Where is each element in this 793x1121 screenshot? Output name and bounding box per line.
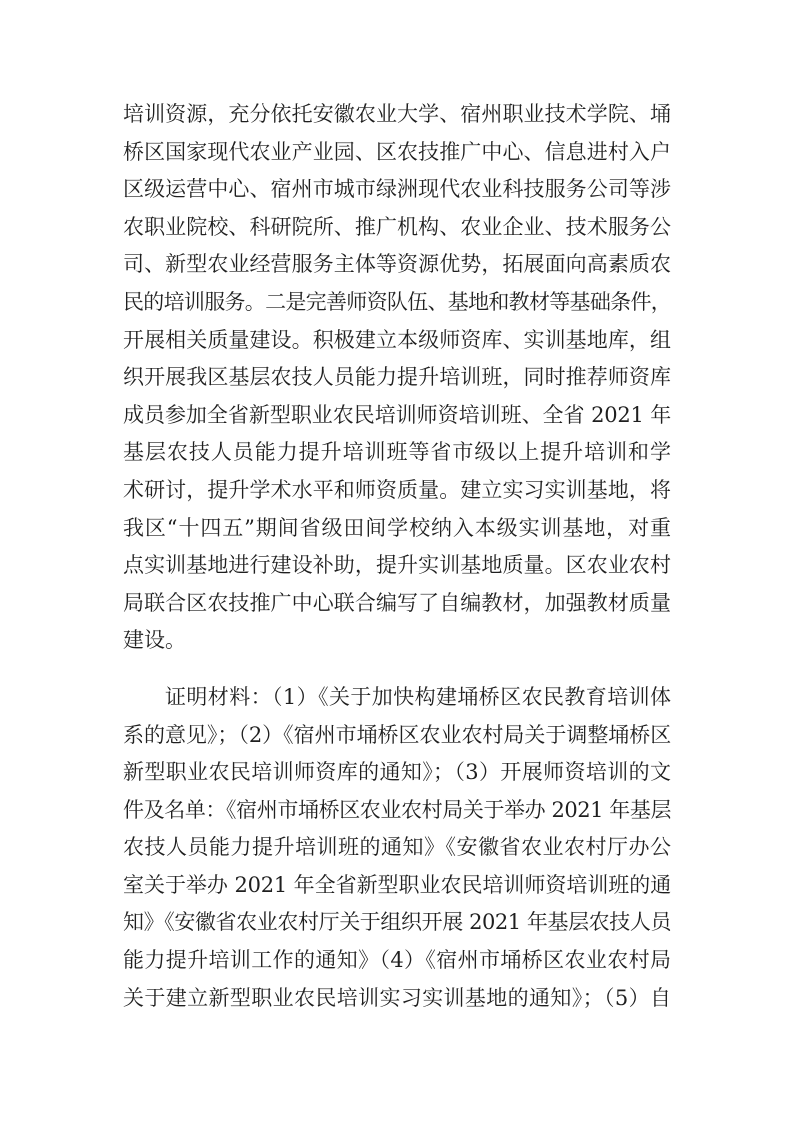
text-line: 知》《安徽省农业农村厅关于组织开展 2021 年基层农技人员 <box>123 910 671 935</box>
text-line: 织开展我区基层农技人员能力提升培训班，同时推荐师资库 <box>123 365 671 390</box>
text-line: 农技人员能力提升培训班的通知》《安徽省农业农村厅办公 <box>123 835 671 860</box>
paragraph-2 <box>123 679 671 1017</box>
text-line: 司、新型农业经营服务主体等资源优势，拓展面向高素质农 <box>123 252 671 277</box>
text-line: 能力提升培训工作的通知》（4）《宿州市埇桥区农业农村局 <box>123 948 671 973</box>
paragraph-gap <box>123 660 671 679</box>
text-line: 件及名单：《宿州市埇桥区农业农村局关于举办 2021 年基层 <box>123 797 671 822</box>
text-line: 新型职业农民培训师资库的通知》；（3）开展师资培训的文 <box>123 760 671 785</box>
paragraph-1 <box>123 96 671 660</box>
text-line: 点实训基地进行建设补助，提升实训基地质量。区农业农村 <box>123 553 671 578</box>
text-line: 桥区国家现代农业产业园、区农技推广中心、信息进村入户 <box>123 139 671 164</box>
text-line: 证明材料：（1）《关于加快构建埇桥区农民教育培训体 <box>165 684 671 709</box>
text-line: 系的意见》；（2）《宿州市埇桥区农业农村局关于调整埇桥区 <box>123 722 671 747</box>
text-line: 培训资源，充分依托安徽农业大学、宿州职业技术学院、埇 <box>123 102 671 126</box>
text-line: 基层农技人员能力提升培训班等省市级以上提升培训和学 <box>123 440 671 465</box>
text-line: 成员参加全省新型职业农民培训师资培训班、全省 2021 年 <box>123 402 671 427</box>
text-line: 关于建立新型职业农民培训实习实训基地的通知》；（5）自 <box>123 985 671 1010</box>
document-body <box>123 96 671 1017</box>
text-line: 民的培训服务。二是完善师资队伍、基地和教材等基础条件， <box>123 289 671 314</box>
text-line: 术研讨，提升学术水平和师资质量。建立实习实训基地，将 <box>123 477 671 502</box>
text-line: 区级运营中心、宿州市城市绿洲现代农业科技服务公司等涉 <box>123 177 671 202</box>
text-line: 室关于举办 2021 年全省新型职业农民培训师资培训班的通 <box>123 872 671 897</box>
text-line: 开展相关质量建设。积极建立本级师资库、实训基地库，组 <box>123 327 671 352</box>
text-line: 建设。 <box>123 628 186 653</box>
text-line: 我区“十四五”期间省级田间学校纳入本级实训基地，对重 <box>123 515 671 540</box>
text-line: 农职业院校、科研院所、推广机构、农业企业、技术服务公 <box>123 214 671 239</box>
text-line: 局联合区农技推广中心联合编写了自编教材，加强教材质量 <box>123 590 671 615</box>
